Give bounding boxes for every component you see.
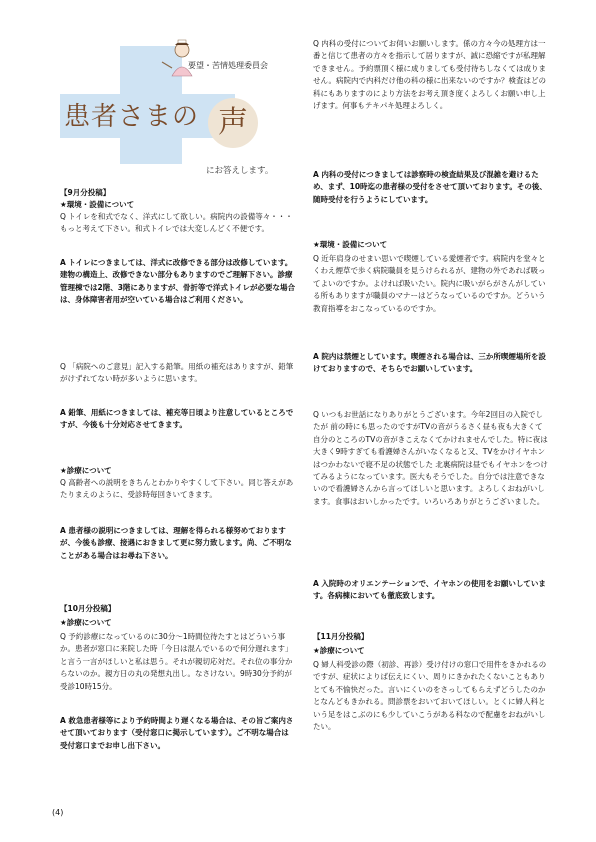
page-subtitle: にお答えします。 xyxy=(206,166,274,176)
answer-text: A 救急患者様等により予約時間より遅くなる場合は、その旨ご案内させて頂いております（受付窓口に掲示しています）。ご不明な場合は受付窓口までお申し出下さい。 xyxy=(60,716,294,750)
question-text: Q 婦人科受診の際（初診、再診）受け付けの窓口で用件をきかれるのですが、症状によりば伝えにくい、周りにきかれたくないこともありとても不愉快だった。言いにくいのをさっしてもらえずどうしたのかとなんどもきかれる。問診票をおいておいてほしい。とくに婦人科という足をはこぶのにも少していこうがある科なので配慮をおねがいしたい。 xyxy=(313,660,547,732)
question-text: Q 内科の受付についてお伺いお願いします。係の方々今の処理方は一番と信じて患者の方々を指示して居りますが、誠に恐縮ですが私理解できません。予約票頂く様に成りましても受付待ちしなくては成りません。病院内で内科だけ他の科の様に出来ないのですか？検査はどの科にもありますのにより方法をお考え頂き度くよろしくお願い申し上げます。何事もテキパキ処理よろしく。 xyxy=(313,39,546,111)
answer-text: A 鉛筆、用紙につきましては、補充等日頃より注意しているところですが、今後も十分対応させてきます。 xyxy=(60,408,294,430)
section-heading-october: 【10月分投稿】 xyxy=(60,604,116,613)
section-heading-november: 【11月分投稿】 xyxy=(313,632,369,641)
question-text: Q いつもお世話になりありがとうございます。今年2回目の入院でしたが 前の時にも思ったのですがTVの音がうるさく昼も夜も大きくて自分のところのTVの音がきこえなくてかけれませんでした。特に夜は大きく9時すぎても看護婦さんがいなくなると又、TVをかけイヤホンはつかわないで寝不足の状態でした 北裏病院は昼でもイヤホンをつけてみるようになっています。医大もそうでした。自分では注意できないので看護婦さんから言ってほしいと思います。よろしくおねがいします。食事はおいしかったです。いろいろありがとうございました。 xyxy=(313,410,548,506)
question-text: Q 予約診療になっているのに30分～1時間位待たすとはどういう事か。患者が窓口に来院した時「今日は混んでいるので何分遅れます」と言う一言がほしいと私は思う。それが親切応対だ。それ位の事分からないのか。親方日の丸の発想丸出し。なさけない。9時30分予約が受診10時15分。 xyxy=(60,632,293,691)
answer-text: A トイレにつきましては、洋式に改修できる部分は改修しています。建物の構造上、改修できない部分もありますのでご理解下さい。診療管理棟では2階、3階にありますが、骨折等で洋式トイレが必要な場合は、身体障害者用が空いている場合はご利用ください。 xyxy=(60,258,296,305)
category-heading: ★環境・設備について xyxy=(60,200,135,209)
category-heading: ★診療について xyxy=(60,618,112,627)
page-number: (4) xyxy=(52,808,64,817)
committee-name: 要望・苦情処理委員会 xyxy=(188,61,268,70)
section-heading-september: 【9月分投稿】 xyxy=(60,188,111,197)
category-heading: ★環境・設備について xyxy=(313,240,388,249)
answer-text: A 院内は禁煙としています。喫煙される場合は、三か所喫煙場所を設けておりますので、そちらでお願いしています。 xyxy=(313,352,546,374)
question-text: Q 「病院へのご意見」記入する鉛筆。用紙の補充はありますが、鉛筆がけずれてない時が多いように思います。 xyxy=(60,362,294,384)
question-text: Q 近年肩身のせまい思いで喫煙している愛煙者です。病院内を堂々とくわえ煙草で歩く病院職員を見うけられるが、建物の外であれば吸ってよいのですか。よければ吸いたい。院内に吸いがらがさんがしている所もありますが職員のマナーはどうなっているのですか。どういう教育指導をおこなっているのですか。 xyxy=(313,254,546,313)
answer-text: A 患者様の説明につきましては、理解を得られる様努めておりますが、今後も診療、接遇におきまして更に努力致します。尚、ご不明なことがある場合はお尋ね下さい。 xyxy=(60,526,292,560)
category-heading: ★診療について xyxy=(313,646,365,655)
answer-text: A 内科の受付につきましては診察時の検査結果及び混雑を避けるため、まず、10時迄の患者様の受付をさせて頂いております。その後、随時受付を行うようにしています。 xyxy=(313,170,547,204)
page-title: 患者さまの xyxy=(64,102,200,132)
question-text: Q トイレを和式でなく、洋式にして欲しい。病院内の設備等々・・・もっと考えて下さい。和式トイレでは大変しんどく不便です。 xyxy=(60,212,293,234)
page-title-char: 声 xyxy=(208,98,258,148)
category-heading: ★診療について xyxy=(60,466,112,475)
answer-text: A 入院時のオリエンテーションで、イヤホンの使用をお願いしています。各病棟においても徹底致します。 xyxy=(313,579,546,601)
question-text: Q 高齢者への説明をきちんとわかりやすくして下さい。同じ答えがあたりまえのように、受診時毎回きいてきます。 xyxy=(60,478,294,500)
header xyxy=(60,36,300,186)
